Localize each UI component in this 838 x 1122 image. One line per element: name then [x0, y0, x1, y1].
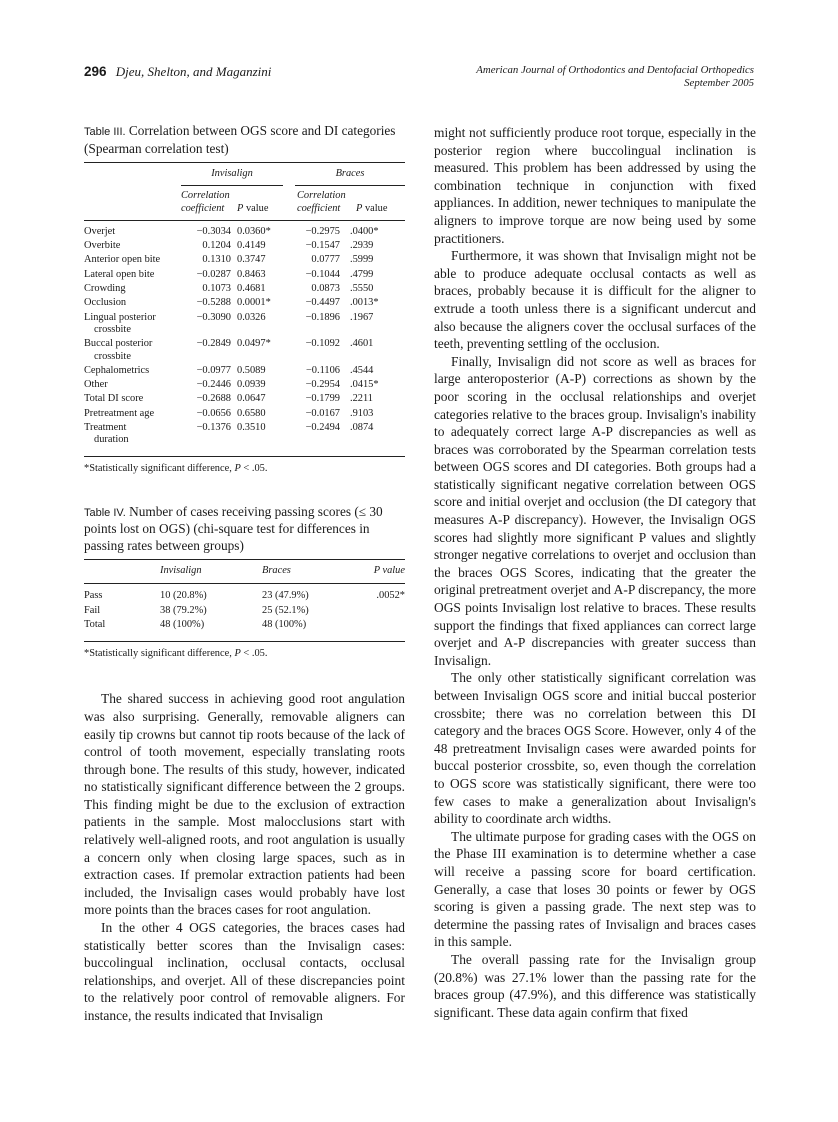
- table3-cell: Other: [84, 379, 108, 391]
- page-number: 296: [84, 64, 107, 79]
- table3-cell: 0.0001*: [237, 297, 271, 309]
- table3-header-p2: P value: [356, 202, 388, 214]
- table3-cell: −0.3034: [196, 225, 231, 237]
- left-column: [84, 123, 405, 1025]
- running-header-right: [476, 64, 754, 90]
- table3-caption: [84, 123, 405, 157]
- table3-cell: 0.4149: [237, 240, 266, 252]
- table3-cell: 0.1073: [202, 283, 231, 295]
- table3-cell: .4601: [350, 338, 374, 350]
- table3-cell: 0.0326: [237, 311, 266, 323]
- table3-label: Table III.: [84, 126, 126, 138]
- table3-cell: −0.5288: [196, 297, 231, 309]
- table3-row: [84, 220, 405, 240]
- table4-row: [84, 605, 405, 619]
- left-body-text: [84, 690, 405, 1024]
- table3-cell: Overbite: [84, 240, 121, 252]
- table4-cell: 25 (52.1%): [262, 604, 309, 616]
- table4-header-invisalign: Invisalign: [160, 565, 202, 577]
- table3-row: [84, 365, 405, 379]
- table3-cell: Cephalometrics: [84, 364, 150, 376]
- table3-cell: 0.0939: [237, 379, 266, 391]
- table3-cell: .2211: [350, 393, 373, 405]
- table4-cell: 23 (47.9%): [262, 590, 309, 602]
- table3-cell: Anterior open bite: [84, 254, 161, 266]
- table3-row: [84, 422, 405, 456]
- table3-cell: 0.5089: [237, 364, 266, 376]
- table3-row: [84, 393, 405, 407]
- table3-cell: .1967: [350, 311, 374, 323]
- table3-cell: Overjet: [84, 225, 116, 237]
- table3-header-corr1: Correlation coefficient: [181, 190, 230, 214]
- table3-cell: .0415*: [350, 379, 379, 391]
- table3-cell: −0.0167: [305, 407, 340, 419]
- table4-label: Table IV.: [84, 506, 126, 519]
- table3-cell: 0.0497*: [237, 338, 271, 350]
- table4-header-p: P value: [373, 565, 405, 577]
- table3-footnote: *Statistically significant difference, P < .05.: [84, 456, 405, 474]
- paragraph: The only other statistically significant correlation was between Invisalign OGS score and initial buccal posterior crossbite; there was no correlation between this DI category and the braces OGS Score. However, only 4 of the 48 pretreatment Invisalign cases were awarded points for buccal posterior crossbite, so, even though the correlation to OGS score was statistically significant, there were too few cases to make a generalization about Invisalign's ability to coordinate arch widths.: [434, 670, 756, 827]
- table3-cell: −0.3090: [196, 311, 231, 323]
- table3-header-p1: P value: [237, 202, 269, 214]
- paragraph: Furthermore, it was shown that Invisalign might not be able to produce adequate occlusal contacts as well as braces, probably because it is difficult for the aligner to extrude a tooth unless there is a significant undercut and also because the aligners cover the occlusal surfaces of the teeth, preventing settling of the occlusion.: [434, 248, 756, 352]
- table3-cell: .0013*: [350, 297, 379, 309]
- table3: [84, 162, 405, 456]
- table3-row: [84, 269, 405, 283]
- table3-cell: −0.2849: [196, 338, 231, 350]
- issue-date: September 2005: [684, 77, 754, 89]
- table3-caption-text: Correlation between OGS score and DI categories (Spearman correlation test): [84, 123, 396, 156]
- table3-cell: Pretreatment age: [84, 407, 155, 419]
- table3-cell: −0.2688: [196, 393, 231, 405]
- table3-cell: −0.2975: [305, 225, 340, 237]
- table3-cell: 0.8463: [237, 268, 266, 280]
- table4-body: [84, 584, 405, 641]
- running-header-left: [84, 64, 271, 80]
- table3-cell: Treatment: [84, 422, 127, 434]
- table4-cell: 38 (79.2%): [160, 604, 207, 616]
- running-authors: Djeu, Shelton, and Maganzini: [115, 64, 272, 79]
- table3-cell: −0.2446: [196, 379, 231, 391]
- table3-cell: 0.1204: [202, 240, 231, 252]
- table3-cell: Occlusion: [84, 297, 127, 309]
- table3-cell: Total DI score: [84, 393, 144, 405]
- table3-cell: 0.0777: [311, 254, 340, 266]
- paragraph: The overall passing rate for the Invisalign group (20.8%) was 27.1% lower than the passing rate for the braces group (47.9%), and this difference was statistically significant. These data again confirm that fixed: [434, 951, 756, 1020]
- paragraph: might not sufficiently produce root torque, especially in the posterior region where buccolingual inclination is measured. This problem has been addressed by using the combination technique in conjunction with fixed appliances. In addition, newer techniques to manipulate the aligners to improve torque are now being used by some practitioners.: [434, 125, 756, 246]
- table3-cell: −0.1547: [305, 240, 340, 252]
- table3-cell: 0.0647: [237, 393, 266, 405]
- table4-cell: .0052*: [376, 590, 405, 602]
- table4-cell: Pass: [84, 590, 103, 602]
- table3-group-braces: Braces: [289, 163, 405, 191]
- table3-cell: −0.1376: [196, 422, 231, 434]
- table3-cell: 0.3747: [237, 254, 266, 266]
- table4-cell: 48 (100%): [262, 619, 307, 631]
- table4-footnote: *Statistically significant difference, P < .05.: [84, 641, 405, 659]
- table3-cell: .0400*: [350, 225, 379, 237]
- table4-row: [84, 619, 405, 641]
- paragraph: The shared success in achieving good root angulation was also surprising. Generally, removable aligners can easily tip crowns but cannot tip roots because of the lack of control of tooth movement, especially translating roots through bone. The results of this study, however, indicated no statistically significant difference between the 2 groups. This finding might be due to the exclusion of extraction patients in the sample. Most malocclusions start with relatively well-aligned roots, and root angulation is usually a concern only when closing large spaces, such as in extraction cases. If premolar extraction patients had been included, the Invisalign cases would probably have lost more points than the braces cases for root angulation.: [84, 691, 405, 918]
- table3-cell: Crowding: [84, 283, 126, 295]
- table4-caption: [84, 504, 405, 555]
- table3-cell-cont: crossbite: [94, 323, 131, 335]
- table3-cell: .4544: [350, 364, 374, 376]
- table3-cell: 0.0873: [311, 283, 340, 295]
- table3-row: [84, 338, 405, 365]
- table4-cell: [358, 605, 405, 619]
- table3-cell: −0.0977: [196, 364, 231, 376]
- table3-cell: −0.4497: [305, 297, 340, 309]
- table3-row: [84, 283, 405, 297]
- table4-cell: Total: [84, 619, 106, 631]
- table4-row: [84, 584, 405, 605]
- table3-row: [84, 408, 405, 422]
- paragraph: The ultimate purpose for grading cases with the OGS on the Phase III examination is to determine whether a case will receive a passing score for board certification. Generally, a case that loses 30 points or fewer by OGS scoring is given a passing grade. The next step was to determine the passing rates of Invisalign and braces cases in this sample.: [434, 828, 756, 950]
- table3-cell: −0.1799: [305, 393, 340, 405]
- table3-cell: .4799: [350, 268, 374, 280]
- table3-cell: 0.6580: [237, 407, 266, 419]
- table3-cell: .5999: [350, 254, 374, 266]
- table4-cell: [358, 619, 405, 641]
- paragraph: Finally, Invisalign did not score as well as braces for large anteroposterior (A-P) corrections as shown by the poor scoring in the occlusal relationships and overjet categories relative to the braces group. Invisalign's inability to adequately correct large A-P discrepancies as well as braces was corroborated by the Spearman correlation tests between OGS scores and DI categories. Both groups had a statistically significant negative correlation between OGS score and initial overjet and occlusion (the DI category that measures A-P discrepancy). However, the Invisalign OGS scores had slightly more significant P values and slightly stronger negative correlations to overjet and occlusion than the braces OGS Scores, indicating that the greater the original pretreatment overjet and A-P discrepancy, the more OGS points Invisalign lost relative to braces. These results support the findings that fixed appliances can correct large overjet and A-P discrepancies with greater success than Invisalign.: [434, 353, 756, 668]
- right-column: [434, 124, 756, 1021]
- table3-cell: −0.2494: [305, 422, 340, 434]
- table3-row: [84, 312, 405, 339]
- table3-cell: Lingual posterior: [84, 311, 156, 323]
- table3-cell: .2939: [350, 240, 374, 252]
- table3-body: [84, 220, 405, 455]
- table3-cell: .5550: [350, 283, 374, 295]
- table4-cell: 10 (20.8%): [160, 590, 207, 602]
- table4-caption-text: Number of cases receiving passing scores (≤ 30 points lost on OGS) (chi-square test for differences in passing rates between groups): [84, 503, 383, 553]
- table3-cell: −0.1092: [305, 338, 340, 350]
- table3-row: [84, 379, 405, 393]
- table3-header-corr2: Correlation coefficient: [297, 190, 346, 214]
- table3-cell: .9103: [350, 407, 374, 419]
- table4-header-braces: Braces: [262, 565, 291, 577]
- table3-cell: −0.0287: [196, 268, 231, 280]
- table3-cell: 0.0360*: [237, 225, 271, 237]
- table4: [84, 559, 405, 641]
- table3-cell: Lateral open bite: [84, 268, 155, 280]
- table3-cell: −0.1106: [305, 364, 340, 376]
- table4-cell: 48 (100%): [160, 619, 205, 631]
- table3-cell: 0.1310: [202, 254, 231, 266]
- table4-cell: Fail: [84, 604, 101, 616]
- table3-row: [84, 297, 405, 311]
- table3-cell: −0.0656: [196, 407, 231, 419]
- table3-cell-cont: crossbite: [94, 350, 131, 362]
- table3-cell: Buccal posterior: [84, 338, 153, 350]
- table3-cell: 0.3510: [237, 422, 266, 434]
- table3-row: [84, 254, 405, 268]
- table3-group-invisalign: Invisalign: [181, 163, 289, 191]
- table3-cell: −0.1896: [305, 311, 340, 323]
- table3-row: [84, 240, 405, 254]
- table3-cell-cont: duration: [94, 434, 129, 446]
- table3-cell: .0874: [350, 422, 374, 434]
- table3-cell: −0.1044: [305, 268, 340, 280]
- journal-title: American Journal of Orthodontics and Dentofacial Orthopedics: [476, 64, 754, 76]
- table3-cell: −0.2954: [305, 379, 340, 391]
- table3-cell: 0.4681: [237, 283, 266, 295]
- paragraph: In the other 4 OGS categories, the braces cases had statistically better scores than the Invisalign cases: buccolingual inclination, occlusal contacts, occlusal relationships, and overjet. All of these discrepancies point to the relatively poor control of removable aligners. For instance, the results indicated that Invisalign: [84, 920, 405, 1024]
